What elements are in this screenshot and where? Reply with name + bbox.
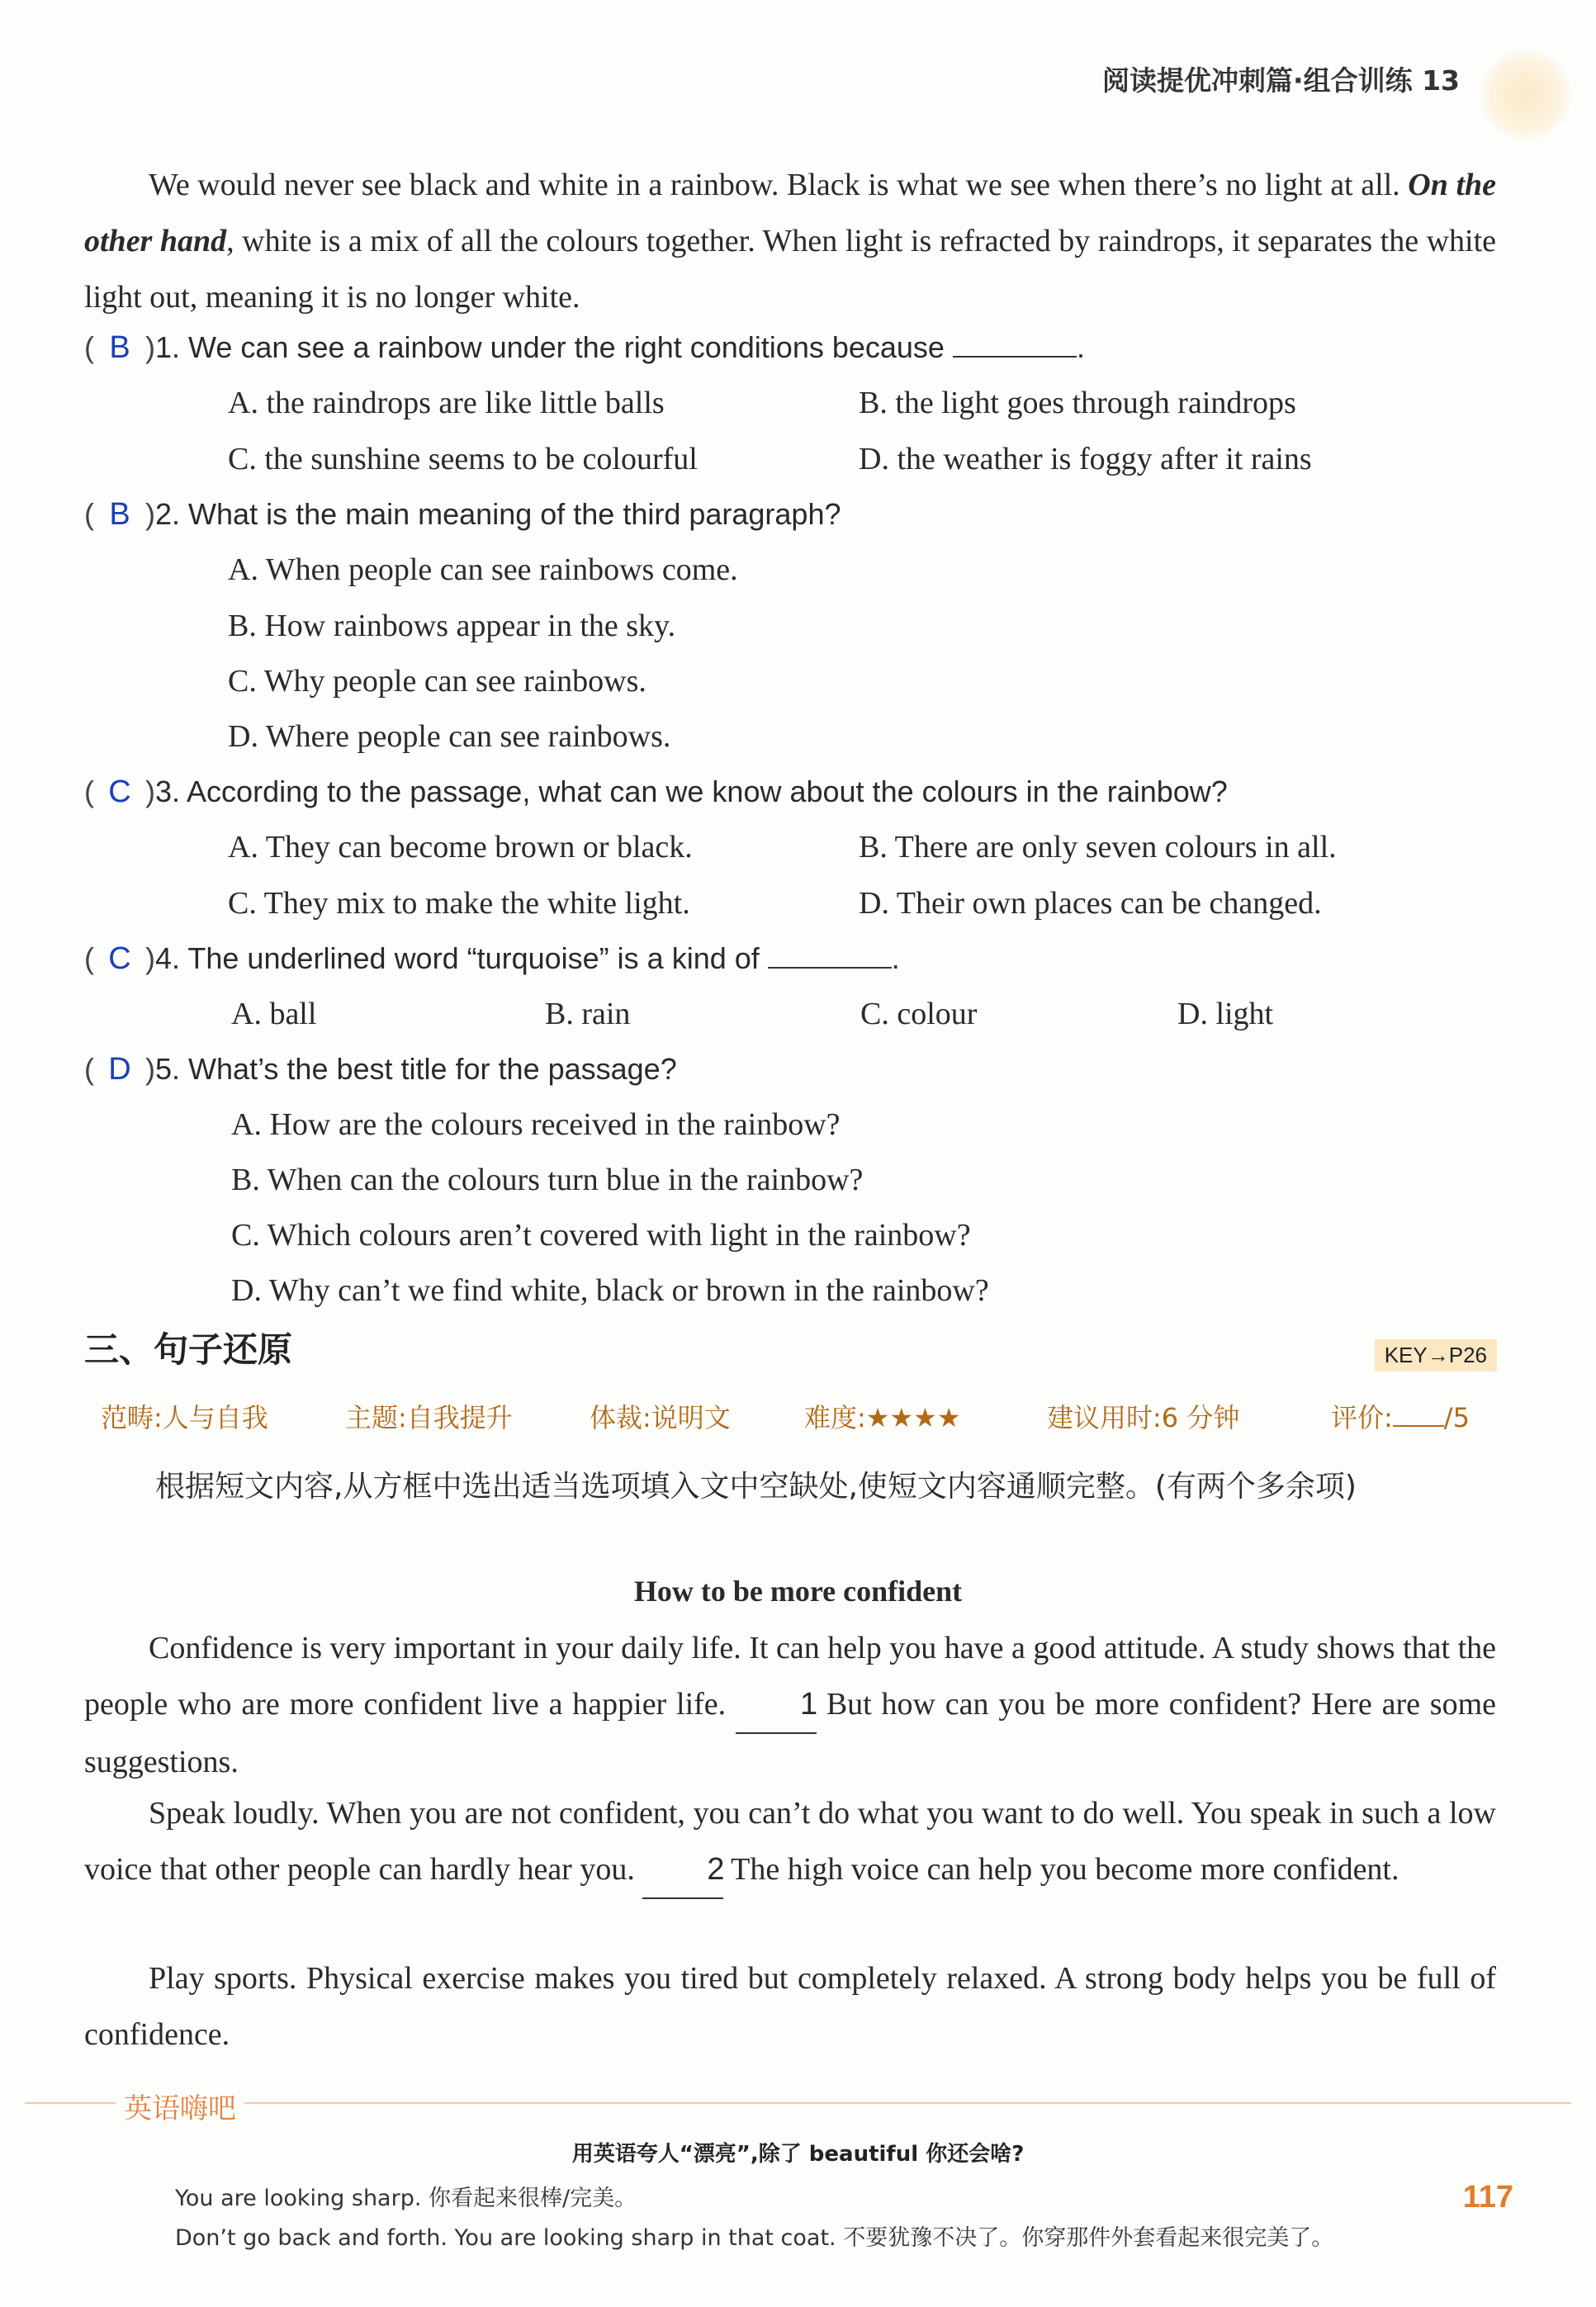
question-number: 3. [155,775,181,808]
option: B. There are only seven colours in all. [859,830,1337,865]
option: D. Where people can see rainbows. [228,719,671,754]
meta-score [1331,1397,1470,1435]
answer-mark: C [108,775,131,809]
option: C. Which colours aren’t covered with light in the rainbow? [231,1218,971,1253]
score-blank [1393,1404,1444,1427]
answer-blank [953,331,1077,358]
option: D. the weather is foggy after it rains [859,442,1312,476]
answer-key-badge: KEY→P26 [1375,1339,1497,1371]
blank-2: 2 [642,1841,723,1899]
option: B. When can the colours turn blue in the rainbow? [231,1163,864,1197]
question-3: ( C )3. According to the passage, what can we know about the colours in the rainbow? [84,775,1228,809]
option: A. ball [231,997,317,1031]
footer-example-2: Don’t go back and forth. You are looking sharp in that coat. 不要犹豫不决了。你穿那件外套看起来很完美了。 [175,2225,1334,2251]
answer-blank [768,942,892,969]
meta-difficulty: 难度:★★★★ [804,1402,961,1433]
answer-mark: B [109,497,130,532]
question-1: ( B )1. We can see a rainbow under the right conditions because . [84,330,1085,365]
option: C. They mix to make the white light. [228,886,690,921]
paragraph-text: But how can you be more confident? Here are some suggestions. [84,1687,1497,1779]
option: D. light [1177,997,1274,1031]
passage-title: How to be more confident [633,1575,963,1608]
page-header-title: 阅读提优冲刺篇·组合训练 13 [1102,64,1460,97]
option: D. Why can’t we find white, black or brown in the rainbow? [231,1273,989,1308]
question-number: 2. [155,497,181,531]
question-end: . [1076,330,1085,364]
paragraph-text: Speak loudly. When you are not confident, you can’t do what you want to do well. You speak in such a low voice that other people can hardly hear you. [84,1796,1496,1887]
footer-title: 用英语夸人“漂亮”,除了 beautiful 你还会啥? [571,2142,1025,2167]
passage-paragraph-1 [84,1620,1496,1790]
footer-divider [25,2102,1571,2104]
footer-tag: 英语嗨吧 [116,2086,244,2126]
section-instruction: 根据短文内容,从方框中选出适当选项填入文中空缺处,使短文内容通顺完整。(有两个多余项) [155,1470,1357,1504]
passage-text-after: , white is a mix of all the colours together. When light is refracted by raindrops, it separates the white light out, meaning it is no longer white. [84,224,1496,315]
question-stem: According to the passage, what can we know about the colours in the rainbow? [187,775,1228,808]
question-number: 4. [155,941,181,975]
passage-last-paragraph [84,157,1496,325]
question-4: ( C )4. The underlined word “turquoise” is a kind of . [84,941,900,976]
passage-emphasis: On the other hand [84,168,1496,258]
score-total: /5 [1443,1402,1470,1433]
option: A. When people can see rainbows come. [228,552,738,587]
meta-time: 建议用时:6 分钟 [1047,1402,1240,1433]
answer-mark: B [109,330,130,365]
score-label: 评价: [1331,1402,1393,1433]
footer-example-1: You are looking sharp. 你看起来很棒/完美。 [175,2186,637,2211]
question-end: . [891,941,900,975]
question-stem: We can see a rainbow under the right conditions because [188,330,945,364]
question-5: ( D )5. What’s the best title for the passage? [84,1052,677,1087]
meta-genre: 体裁:说明文 [590,1402,731,1433]
paragraph-text: The high voice can help you become more confident. [731,1852,1399,1887]
option: C. Why people can see rainbows. [228,664,646,699]
option: B. rain [545,997,631,1031]
meta-scope: 范畴:人与自我 [101,1402,268,1433]
question-stem: The underlined word “turquoise” is a kind of [187,941,760,975]
question-number: 1. [155,330,181,364]
paragraph-text: Confidence is very important in your daily life. It can help you have a good attitude. A study shows that the people who are more confident live a happier life. [84,1631,1496,1722]
option: C. the sunshine seems to be colourful [228,442,698,476]
header-decoration [1480,50,1571,140]
section-title: 三、句子还原 [84,1329,293,1370]
passage-paragraph-2 [84,1785,1496,1899]
page-number: 117 [1462,2180,1513,2215]
passage-paragraph-3: Play sports. Physical exercise makes you tired but completely relaxed. A strong body helps you be full of confidence. [84,1961,1496,2052]
option: B. How rainbows appear in the sky. [228,609,676,643]
option: A. They can become brown or black. [228,830,693,865]
question-stem: What’s the best title for the passage? [188,1052,677,1086]
option: A. the raindrops are like little balls [228,386,665,420]
option: C. colour [860,997,978,1031]
meta-theme: 主题:自我提升 [345,1402,513,1433]
option: A. How are the colours received in the rainbow? [231,1107,841,1142]
question-2: ( B )2. What is the main meaning of the third paragraph? [84,497,841,532]
passage-text-before: We would never see black and white in a rainbow. Black is what we see when there’s no light at all. [149,168,1409,202]
blank-1: 1 [736,1676,817,1734]
option: B. the light goes through raindrops [859,386,1296,420]
answer-mark: C [108,941,131,976]
question-number: 5. [155,1052,181,1086]
question-stem: What is the main meaning of the third paragraph? [188,497,841,531]
answer-mark: D [108,1052,131,1087]
option: D. Their own places can be changed. [859,886,1322,921]
